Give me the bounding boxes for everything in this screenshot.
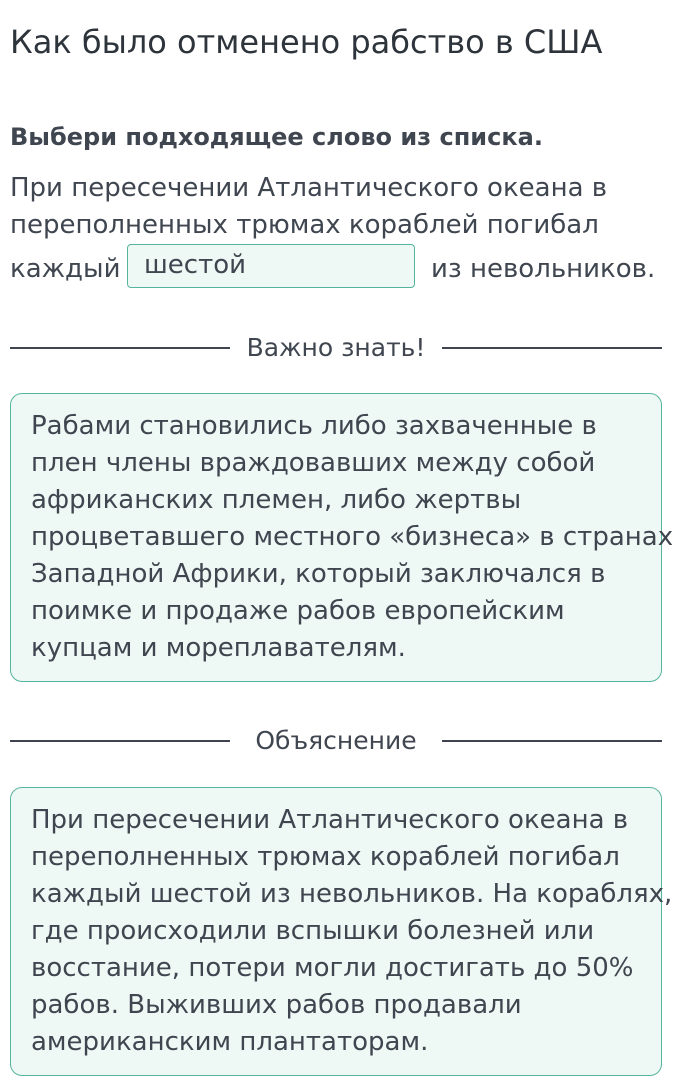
question-line: При пересечении Атлантического океана в (10, 173, 608, 203)
divider-line-right (442, 347, 662, 349)
important-line: Рабами становились либо захваченные в (31, 411, 597, 441)
page-title: Как было отменено рабство в США (10, 23, 603, 61)
important-line: купцам и мореплавателям. (31, 633, 406, 663)
explanation-line: При пересечении Атлантического океана в (31, 805, 629, 835)
question-word-before: каждый (10, 254, 121, 284)
explanation-divider (10, 721, 662, 761)
question-text (10, 170, 670, 284)
question-word-after: из невольников. (431, 254, 656, 284)
explanation-text (31, 802, 673, 1061)
question-line: переполненных трюмах кораблей погибал (10, 210, 599, 240)
important-line: плен члены враждовавших между собой (31, 448, 596, 478)
question-blank-row (10, 244, 670, 292)
important-line: африканских племен, либо жертвы (31, 485, 522, 515)
explanation-box (10, 787, 673, 1076)
answer-dropdown[interactable] (127, 244, 415, 288)
important-heading: Важно знать! (246, 333, 426, 362)
explanation-line: американским плантаторам. (31, 1027, 429, 1057)
important-line: процветавшего местного «бизнеса» в странах (31, 522, 674, 552)
explanation-line: переполненных трюмах кораблей погибал (31, 842, 620, 872)
explanation-line: рабов. Выживших рабов продавали (31, 990, 522, 1020)
explanation-heading: Объяснение (255, 726, 417, 755)
important-box (10, 393, 674, 682)
selected-answer: шестой (144, 250, 247, 280)
important-text (31, 408, 674, 667)
task-instruction: Выбери подходящее слово из списка. (10, 123, 543, 151)
explanation-line: каждый шестой из невольников. На кораблях, (31, 879, 673, 909)
explanation-line: восстание, потери могли достигать до 50% (31, 953, 634, 983)
important-line: поимке и продаже рабов европейским (31, 596, 565, 626)
important-line: Западной Африки, который заключался в (31, 559, 606, 589)
divider-line-right (442, 740, 662, 742)
important-divider (10, 328, 662, 368)
explanation-line: где происходили вспышки болезней или (31, 916, 595, 946)
